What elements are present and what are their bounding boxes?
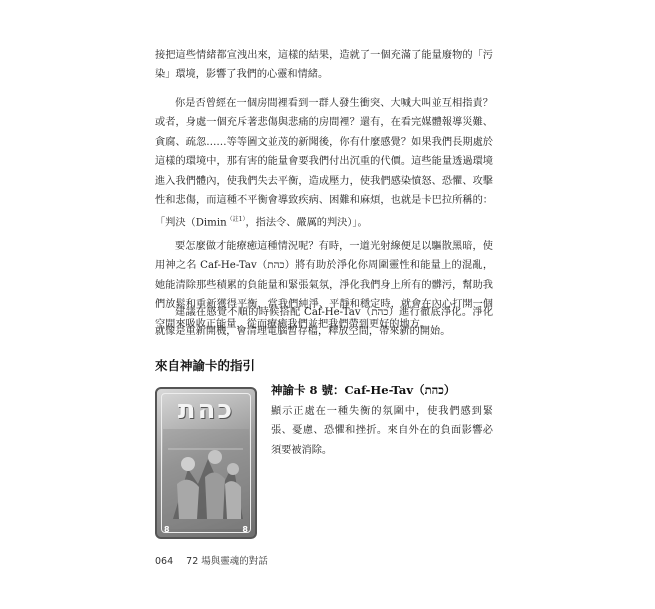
paragraph-conflict-tail: ，指法令、嚴厲的判決）」。 [245, 217, 368, 229]
paragraph-suggestion: 建議在感覺不順的時候搭配 Caf-He-Tav（כהת）進行徹底淨化。淨化就像是重新開機，會清理電腦暫存檔，釋放空間，帶來新的開始。 [155, 307, 494, 338]
paragraph-intro: 接把這些情緒都宣洩出來，這樣的結果，造就了一個充滿了能量廢物的「污染」環境，影響了我們的心靈和情緒。 [155, 50, 493, 81]
page-number: 064 [155, 556, 174, 567]
card-title: 神諭卡 8 號：Caf-He-Tav（כהת） [271, 383, 456, 397]
footnote-marker: （註1） [226, 216, 246, 224]
book-title: 72 場與靈魂的對話 [186, 556, 268, 567]
card-number-left: 8 [164, 525, 170, 534]
card-hebrew-letters: כהת [177, 395, 235, 425]
paragraph-conflict-text: 你是否曾經在一個房間裡看到一群人發生衝突、大喊大叫並互相指責？或者，身處一個充斥著悲傷與悲痛的房間裡？還有，在看完媒體報導災難、貪腐、疏忽……等等圖文並茂的新聞後，你有什麼感覺？如果我們長期處於這樣的環境中，那有害的能量會要我們付出沉重的代價。這些能量透過環境進入我們體內，使我們失去平衡，造成壓力，使我們感染憤怒、恐懼、攻擊性和悲傷，而這種不平衡會導致疾病、困難和麻煩，也就是卡巴拉所稱的：「判決（Dimin [155, 98, 493, 229]
page-footer [155, 553, 278, 567]
paragraph-healing: 要怎麼做才能療癒這種情況呢？有時，一道光射線便足以驅散黑暗，使用神之名 Caf-He-Tav（כהת）將有助於淨化你周圍靈性和能量上的混亂，她能清除那些積累的負能量和緊張氣氛，淨化我們身上所有的髒污，幫助我們放鬆和重新獲得平衡，當我們純淨、平靜和穩定時，就會在內心打開一個空間來吸收正能量，從而療癒我們並把我們帶到更好的地方。 [155, 241, 494, 330]
card-number-right: 8 [242, 525, 248, 534]
paragraph-conflict [155, 94, 493, 233]
oracle-card-image [155, 387, 257, 539]
card-illustration [163, 429, 249, 529]
card-description: 顯示正處在一種失衡的氛圍中，使我們感到緊張、憂慮、恐懼和挫折。來自外在的負面影響必須要被消除。 [271, 406, 493, 456]
section-heading: 來自神諭卡的指引 [155, 358, 256, 373]
